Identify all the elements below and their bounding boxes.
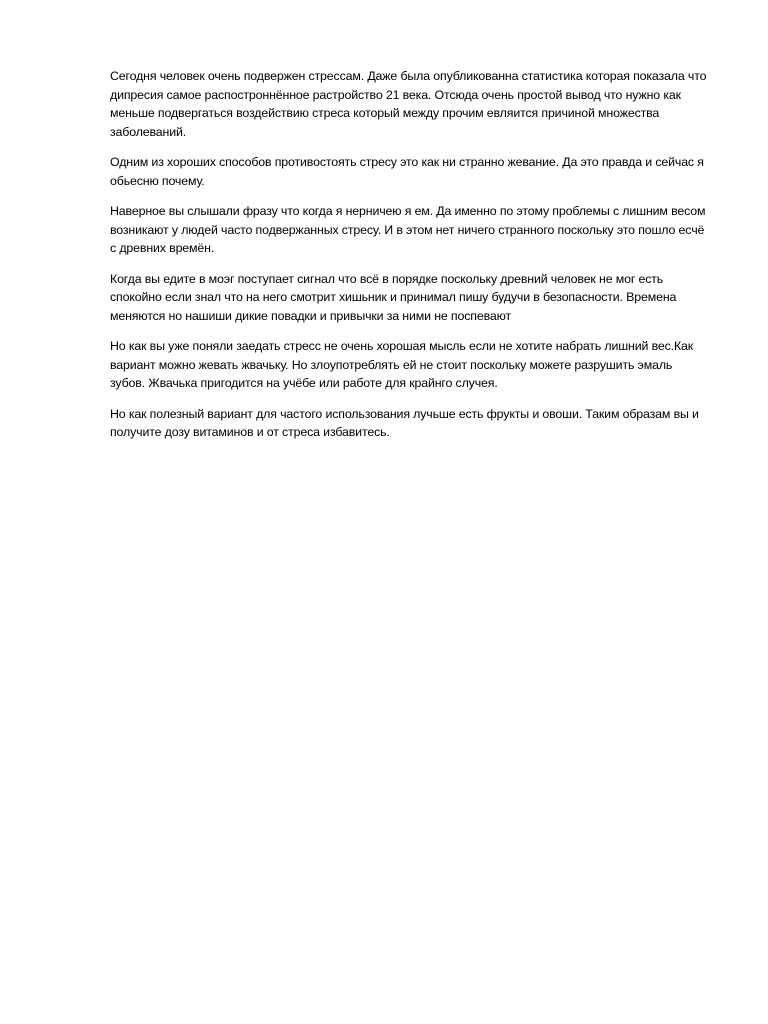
paragraph: Но как полезный вариант для частого использования лучьше есть фрукты и овоши. Таким образам вы и получите дозу витаминов и от стреса избавитесь. <box>110 406 699 439</box>
paragraph: Одним из хороших способов противостоять стресу это как ни странно жевание. Да это правда и сейчас я обьесню почему. <box>110 155 704 188</box>
paragraph: Сегодня человек очень подвержен стрессам. Даже была опубликованна статистика которая показала что дипресия самое распостроннённое растройство 21 века. Отсюда очень простой вывод что нужно как меньше подвергаться воздействию стреса который между прочим евляится причиной множества заболеваний. <box>110 69 707 139</box>
paragraph: Когда вы едите в моэг поступает сигнал что всё в порядке поскольку древний человек не мог есть спокойно если знал что на него смотрит хишьник и принимал пишу будучи в безопасности. Времена меняются но нашиши дикие повадки и привычки за ними не поспевают <box>110 271 677 323</box>
paragraph: Но как вы уже поняли заедать стресс не очень хорошая мысль если не хотите набрать лишний вес.Как вариант можно жевать жвачьку. Но злоупотреблять ей не стоит поскольку можете разрушить эмаль зубов. Жвачька пригодится на учёбе или работе для крайнго случея. <box>110 339 694 390</box>
paragraph: Наверное вы слышали фразу что когда я нерничею я ем. Да именно по этому проблемы с лишним весом возникают у людей часто подвержанных стресу. И в этом нет ничего странного поскольку это пошло есчё с древних времён. <box>110 204 706 255</box>
document-body <box>110 67 710 454</box>
